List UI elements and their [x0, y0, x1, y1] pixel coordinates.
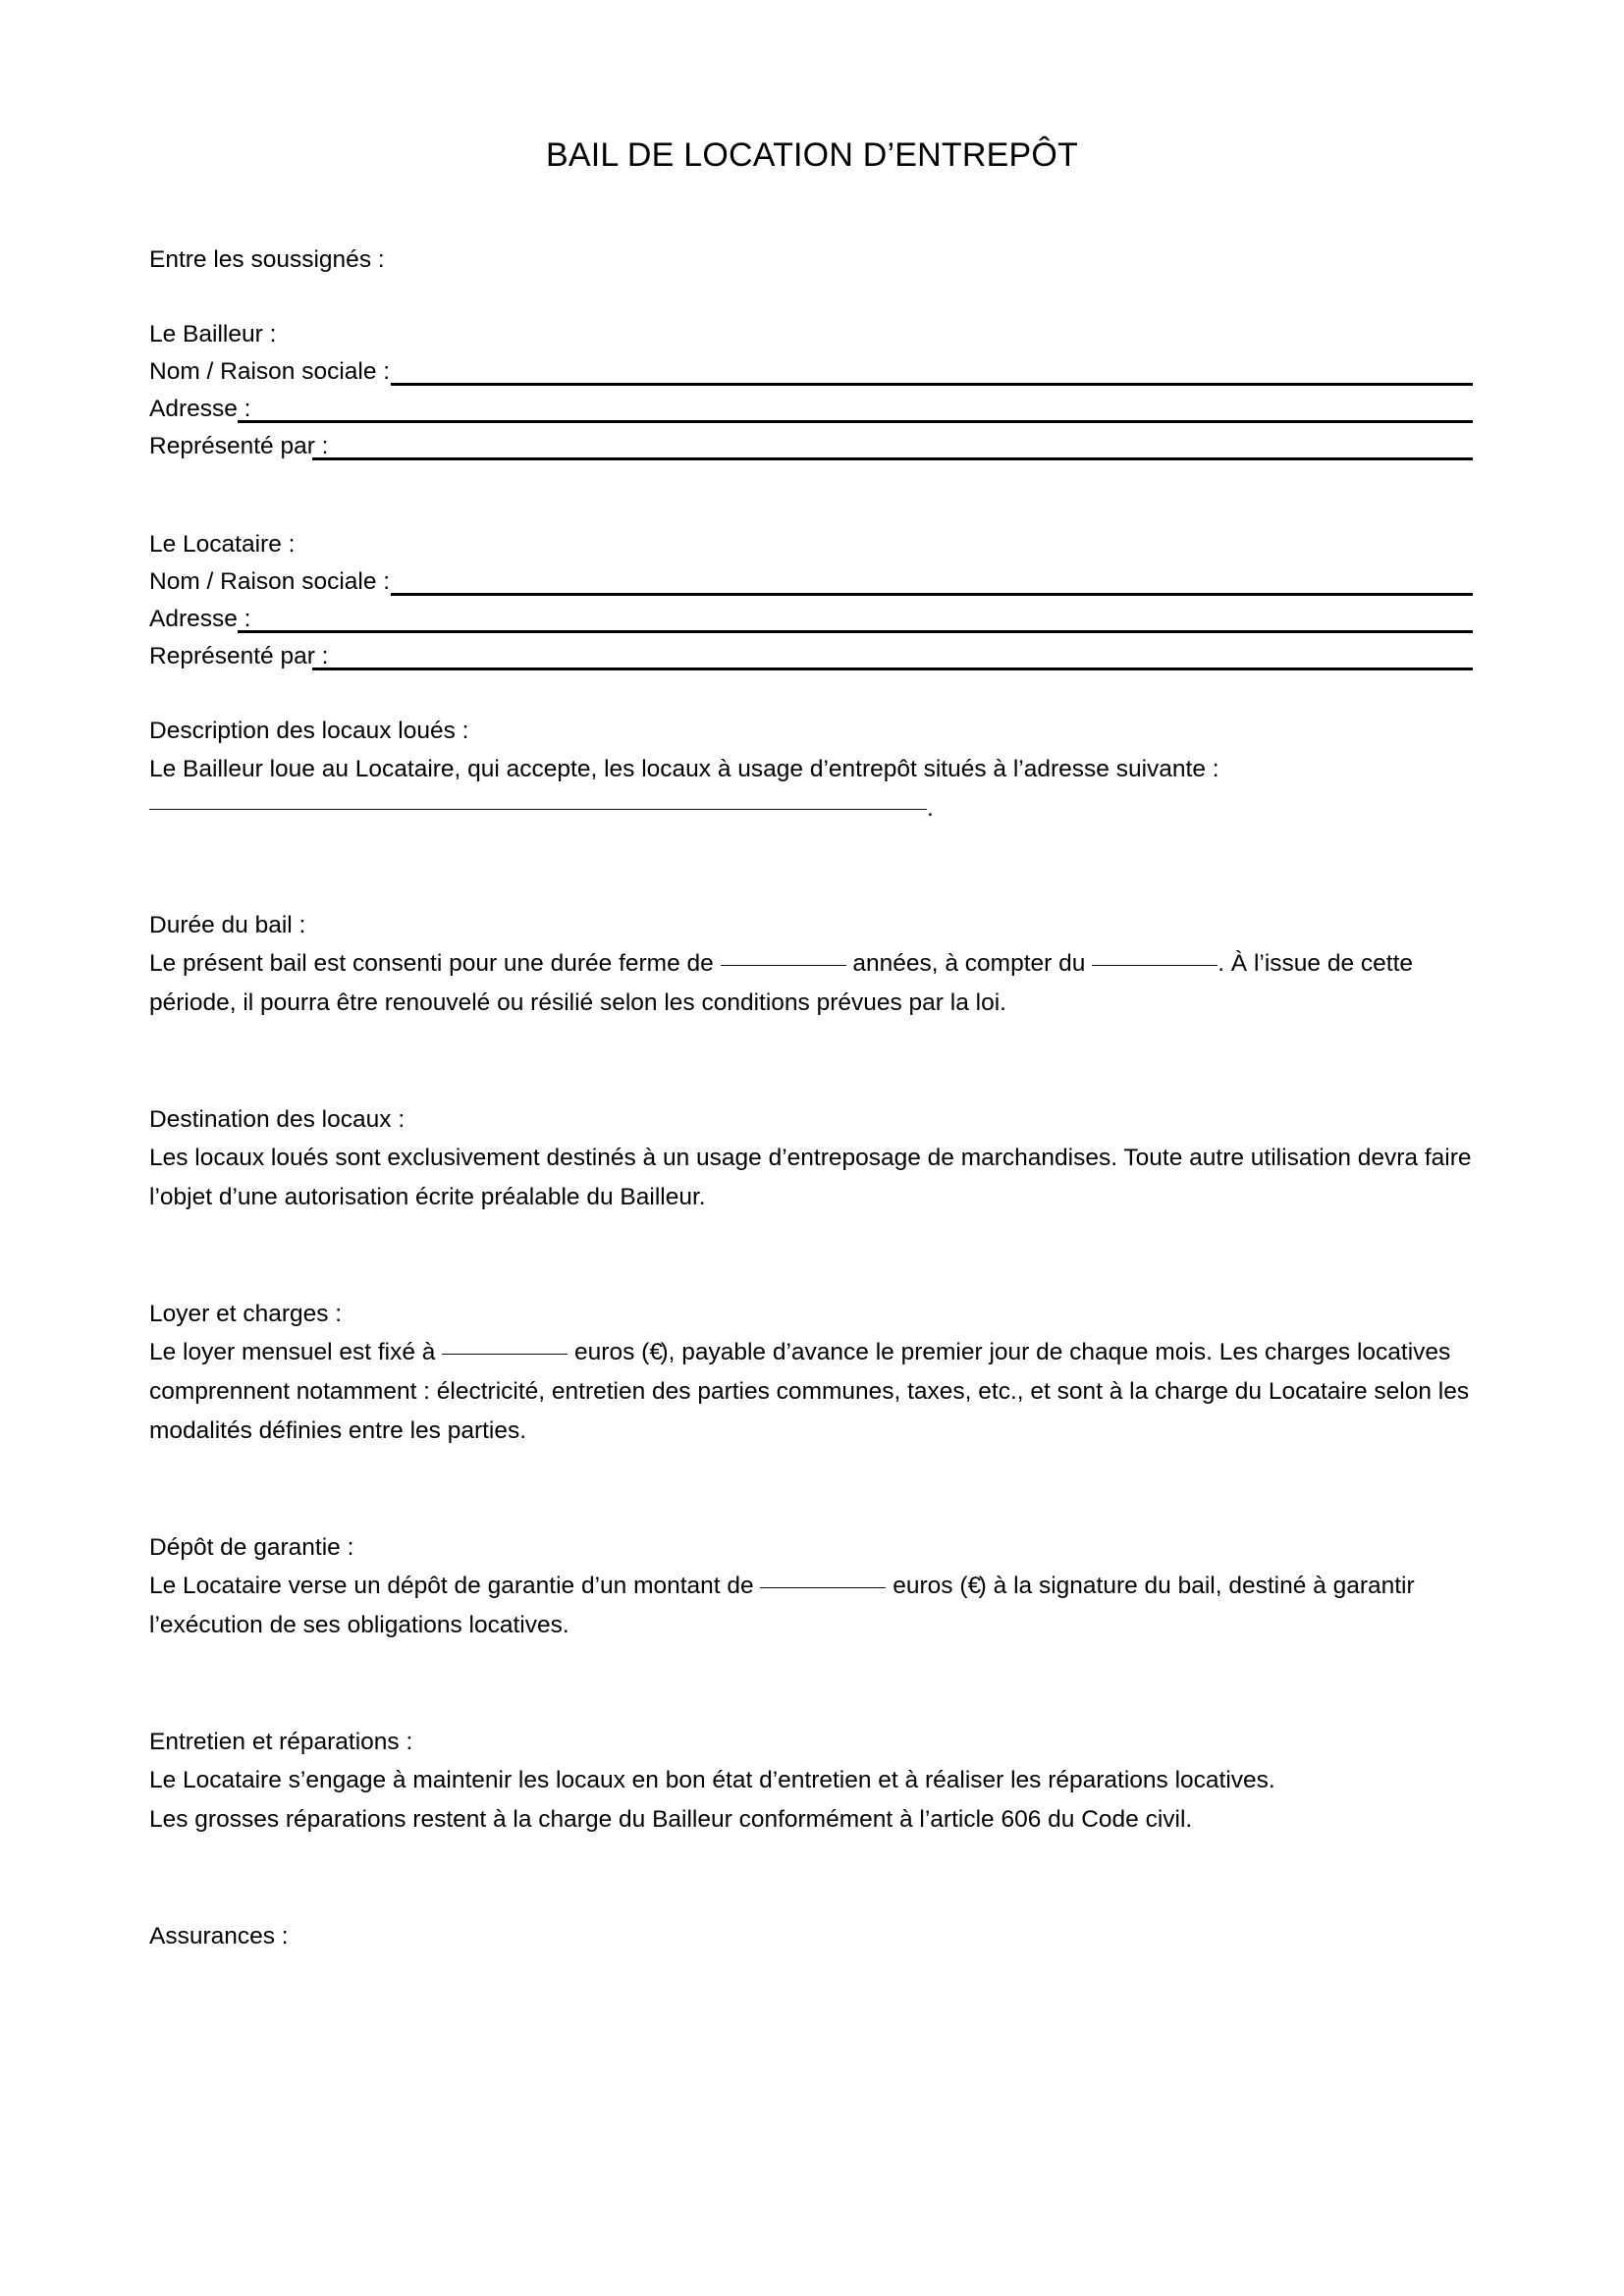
rent-amount-blank[interactable] — [442, 1354, 568, 1355]
section-deposit — [149, 1529, 1473, 1645]
deposit-amount-blank[interactable] — [760, 1587, 886, 1588]
insurance-heading: Assurances : — [149, 1923, 289, 1949]
rent-heading: Loyer et charges : — [149, 1301, 343, 1327]
lessee-name-input-rule[interactable] — [391, 593, 1473, 596]
spacer — [149, 675, 1473, 713]
deposit-heading: Dépôt de garantie : — [149, 1534, 354, 1561]
lessor-block — [149, 316, 1473, 465]
deposit-text — [149, 1567, 1473, 1645]
lessee-address-label: Adresse : — [149, 606, 251, 632]
lessee-representative-row — [149, 638, 1473, 675]
description-text: Le Bailleur loue au Locataire, qui accepte, les locaux à usage d’entrepôt situés à l’adresse suivante : — [149, 756, 1219, 782]
purpose-heading: Destination des locaux : — [149, 1106, 406, 1133]
section-rent — [149, 1296, 1473, 1451]
lessee-block — [149, 526, 1473, 675]
lessor-name-input-rule[interactable] — [391, 383, 1473, 386]
spacer — [149, 1451, 1473, 1529]
duration-text — [149, 944, 1473, 1023]
lessor-heading: Le Bailleur : — [149, 321, 277, 347]
spacer — [149, 465, 1473, 526]
maintenance-line-2: Les grosses réparations restent à la charge du Bailleur conformément à l’article 606 du Code civil. — [149, 1806, 1193, 1833]
intro-line: Entre les soussignés : — [149, 246, 385, 273]
lessor-name-label: Nom / Raison sociale : — [149, 358, 391, 385]
euro-symbol: € — [967, 1573, 979, 1599]
duration-heading: Durée du bail : — [149, 912, 306, 938]
maintenance-line-1: Le Locataire s’engage à maintenir les locaux en bon état d’entretien et à réaliser les réparations locatives. — [149, 1767, 1275, 1793]
lessor-address-input-rule[interactable] — [238, 420, 1473, 423]
lessor-address-label: Adresse : — [149, 396, 251, 422]
page-title: BAIL DE LOCATION D’ENTREPÔT — [546, 135, 1078, 174]
lessee-representative-label: Représenté par : — [149, 643, 329, 669]
duration-years-blank[interactable] — [721, 965, 846, 966]
spacer — [149, 1840, 1473, 1918]
section-description — [149, 713, 1473, 828]
deposit-text-part1: Le Locataire verse un dépôt de garantie d’un montant de — [149, 1573, 761, 1599]
duration-start-date-blank[interactable] — [1092, 965, 1218, 966]
description-address-blank-row — [149, 789, 1473, 828]
duration-text-part3: . À l’issue de cette période, il pourra être renouvelé ou résilié selon les conditions prévues par la loi. — [149, 950, 1414, 1016]
lessee-name-label: Nom / Raison sociale : — [149, 568, 391, 595]
description-blank-suffix: . — [927, 795, 934, 822]
lessor-representative-row — [149, 428, 1473, 465]
spacer — [149, 1645, 1473, 1724]
spacer — [149, 279, 1473, 316]
rent-text-part2: euros ( — [568, 1339, 650, 1365]
section-purpose — [149, 1101, 1473, 1217]
spacer — [149, 1023, 1473, 1101]
document-body — [149, 241, 1473, 1955]
euro-symbol: € — [649, 1339, 661, 1365]
section-insurance — [149, 1918, 1473, 1955]
lessor-representative-input-rule[interactable] — [312, 457, 1473, 460]
lessee-address-row — [149, 601, 1473, 638]
lessee-heading: Le Locataire : — [149, 531, 296, 558]
duration-text-part1: Le présent bail est consenti pour une durée ferme de — [149, 950, 721, 977]
deposit-text-part2: euros ( — [886, 1573, 968, 1599]
description-address-blank[interactable] — [149, 809, 927, 810]
lessee-representative-input-rule[interactable] — [312, 667, 1473, 670]
lessee-address-input-rule[interactable] — [238, 630, 1473, 633]
spacer — [149, 828, 1473, 907]
lessor-representative-label: Représenté par : — [149, 433, 329, 459]
section-duration — [149, 907, 1473, 1023]
maintenance-heading: Entretien et réparations : — [149, 1729, 413, 1755]
purpose-text: Les locaux loués sont exclusivement destinés à un usage d’entreposage de marchandises. Toute autre utilisation devra faire l’objet d’une autorisation écrite préalable du Bailleur. — [149, 1145, 1472, 1210]
description-heading: Description des locaux loués : — [149, 718, 469, 744]
duration-text-part2: années, à compter du — [845, 950, 1093, 977]
rent-text — [149, 1333, 1473, 1451]
spacer — [149, 1217, 1473, 1296]
lessor-name-row — [149, 353, 1473, 391]
section-maintenance — [149, 1724, 1473, 1840]
rent-text-part1: Le loyer mensuel est fixé à — [149, 1339, 443, 1365]
lessor-address-row — [149, 391, 1473, 428]
lessee-name-row — [149, 563, 1473, 601]
rent-text-part3: ), payable d’avance le premier jour de chaque mois. Les charges locatives comprennent notamment : électricité, entretien des parties communes, taxes, etc., et sont à la charge du Locataire selon les modalités définies entre les parties. — [149, 1339, 1470, 1444]
deposit-text-part3: ) à la signature du bail, destiné à garantir l’exécution de ses obligations locatives. — [149, 1573, 1415, 1638]
